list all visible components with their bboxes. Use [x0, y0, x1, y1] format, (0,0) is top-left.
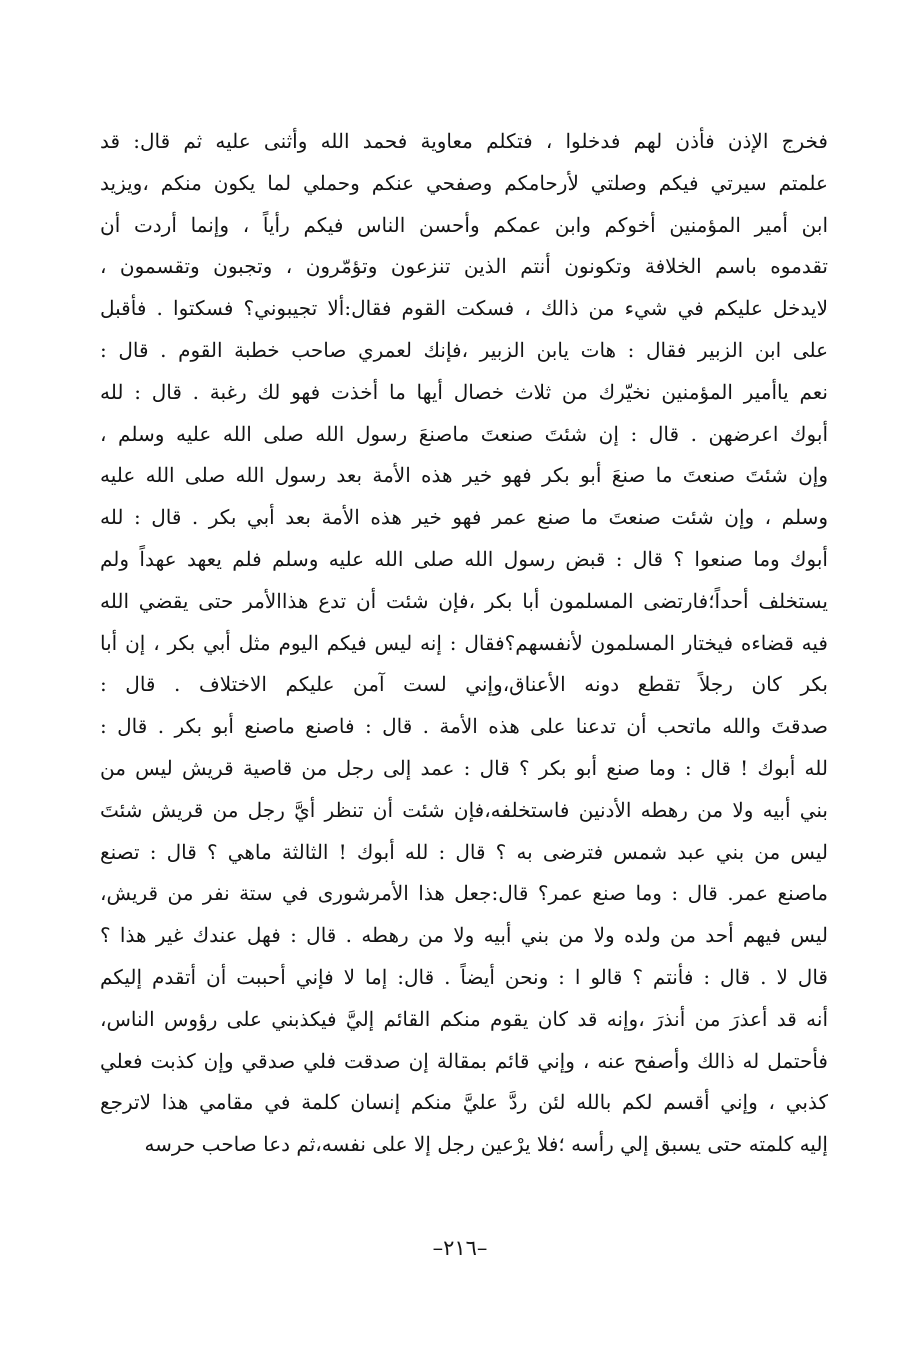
- text-line: يستخلف أحداً؛فارتضى المسلمون أبا بكر ،فإن شئت أن تدع هذاالأمر حتى يقضي الله: [100, 588, 828, 613]
- text-line: إليه كلمته حتى يسبق إلي رأسه ؛فلا يرْعين رجل إلا على نفسه،ثم دعا صاحب حرسه: [144, 1132, 828, 1157]
- text-line: بكر كان رجلاً تقطع دونه الأعناق،وإني لست آمن عليكم الاختلاف . قال :: [100, 672, 828, 697]
- text-line: ماصنع عمر. قال : وما صنع عمر؟ قال:جعل هذا الأمرشورى في ستة نفر من قريش،: [100, 881, 828, 906]
- text-line: وسلم ، وإن شئت صنعتَ ما صنع عمر فهو خير هذه الأمة بعد أبي بكر . قال : لله: [100, 505, 828, 530]
- text-line: علمتم سيرتي فيكم وصلتي لأرحامكم وصفحي عنكم وحملي لما يكون منكم ،ويزيد: [100, 170, 828, 195]
- text-line: أبوك اعرضهن . قال : إن شئتَ صنعتَ ماصنعَ رسول الله صلى الله عليه وسلم ،: [100, 421, 828, 446]
- text-line: كذبي ، وإني أقسم لكم بالله لئن ردَّ عليَّ منكم إنسان كلمة في مقامي هذا لاترجع: [100, 1090, 828, 1115]
- text-line: أنه قد أعذرَ من أنذرَ ،وإنه قد كان يقوم منكم القائم إليَّ فيكذبني على رؤوس الناس،: [100, 1006, 828, 1031]
- page-number: –٢١٦–: [432, 1236, 488, 1260]
- text-line: فأحتمل له ذالك وأصفح عنه ، وإني قائم بمقالة إن صدقت فلي صدقي وإن كذبت فعلي: [100, 1048, 828, 1073]
- text-line: قال لا . قال : فأنتم ؟ قالو ا : ونحن أيضاً . قال: إما لا فإني أحببت أن أتقدم إليكم: [100, 964, 828, 989]
- text-line: بني أبيه ولا من رهطه الأدنين فاستخلفه،فإن شئت أن تنظر أيَّ رجل من قريش شئتَ: [100, 797, 828, 822]
- text-line: تقدموه باسم الخلافة وتكونون أنتم الذين تنزعون وتؤمّرون ، وتجبون وتقسمون ،: [100, 254, 828, 279]
- text-line: ليس من بني عبد شمس فترضى به ؟ قال : لله أبوك ! الثالثة ماهي ؟ قال : تصنع: [100, 839, 828, 864]
- text-line: ليس فيهم أحد من ولده ولا من بني أبيه ولا من رهطه . قال : فهل عندك غير هذا ؟: [100, 923, 828, 948]
- text-line: صدقتَ والله ماتحب أن تدعنا على هذه الأمة . قال : فاصنع ماصنع أبو بكر . قال :: [100, 714, 828, 739]
- text-line: لايدخل عليكم في شيء من ذالك ، فسكت القوم فقال:ألا تجيبوني؟ فسكتوا . فأقبل: [100, 296, 828, 321]
- body-text: [100, 121, 828, 1166]
- text-line: نعم ياأمير المؤمنين نخيّرك من ثلاث خصال أيها ما أخذت فهو لك رغبة . قال : لله: [100, 379, 828, 404]
- text-line: فخرج الإذن فأذن لهم فدخلوا ، فتكلم معاوية فحمد الله وأثنى عليه ثم قال: قد: [100, 129, 828, 153]
- text-line: ابن أمير المؤمنين أخوكم وابن عمكم وأحسن الناس فيكم رأياً ، وإنما أردت أن: [100, 212, 828, 237]
- text-line: فيه قضاءه فيختار المسلمون لأنفسهم؟فقال : إنه ليس فيكم اليوم مثل أبي بكر ، إن أبا: [100, 630, 828, 655]
- text-line: على ابن الزبير فقال : هات يابن الزبير ،فإنك لعمري صاحب خطبة القوم . قال :: [100, 337, 828, 362]
- text-line: وإن شئتَ صنعتَ ما صنعَ أبو بكر فهو خير هذه الأمة بعد رسول الله صلى الله عليه: [100, 463, 828, 488]
- text-line: لله أبوك ! قال : وما صنع أبو بكر ؟ قال : عمد إلى رجل من قاصية قريش ليس من: [100, 755, 828, 780]
- text-line: أبوك وما صنعوا ؟ قال : قبض رسول الله صلى الله عليه وسلم فلم يعهد عهداً ولم: [100, 546, 828, 571]
